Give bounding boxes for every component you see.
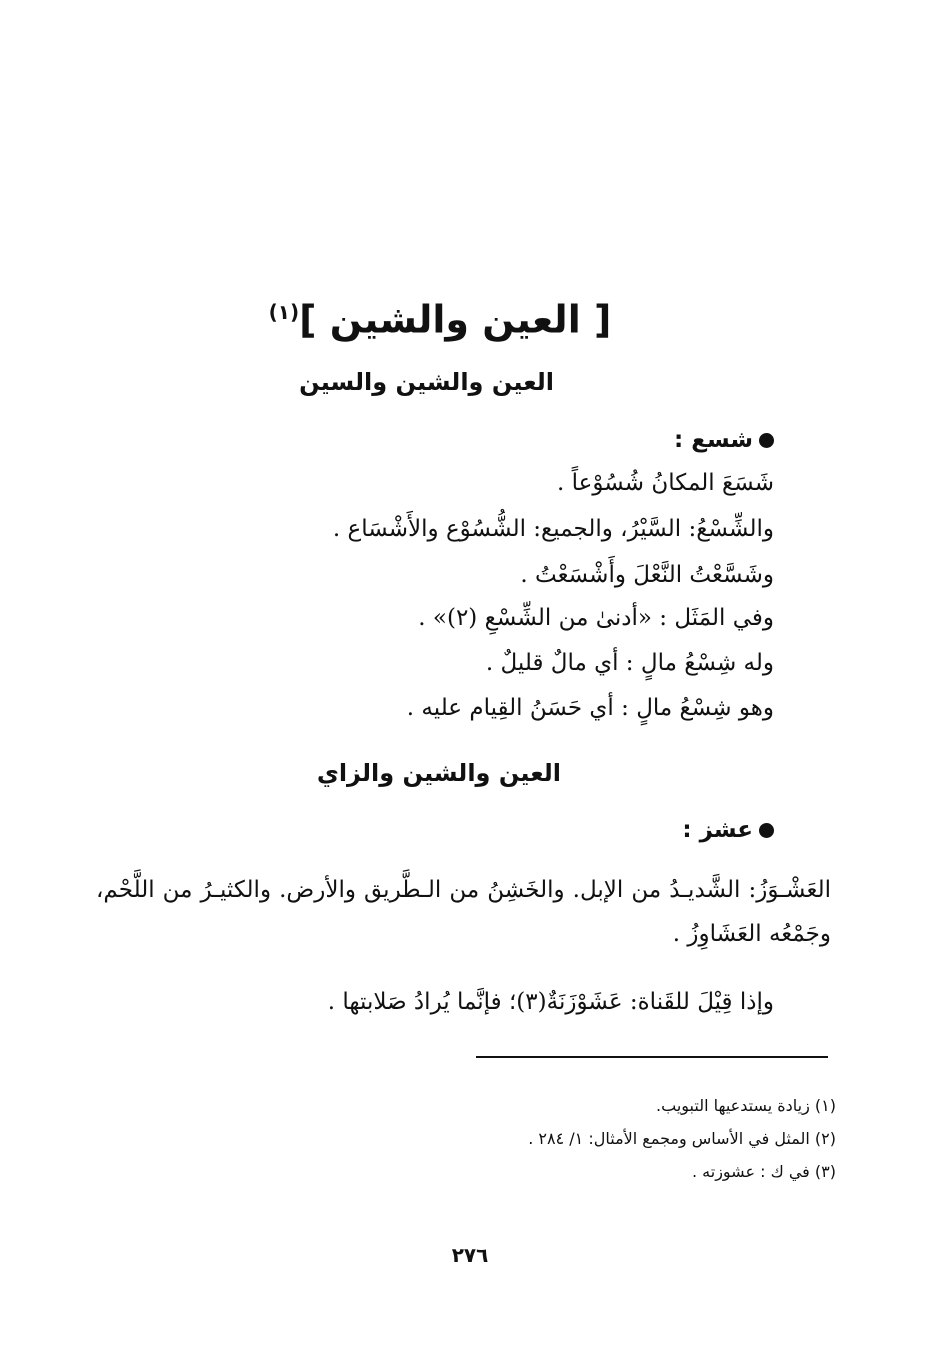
entry-heading-text: شسع : (674, 427, 753, 453)
entry-paragraph: العَشْـوَزُ: الشَّديـدُ من الإبل. والخَشِنُ من الـطَّريق والأرض. والكثيـرُ من اللَّحْم، وجَمْعُه العَشَاوِزُ . (96, 877, 831, 947)
footnote: (٢) المثل في الأساس ومجمع الأمثال: ١/ ٢٨٤ . (528, 1129, 836, 1148)
chapter-title (200, 282, 680, 350)
entry-line: وله شِسْعُ مالٍ : أي مالٌ قليلٌ . (485, 650, 774, 676)
entry-heading-text: عشز : (682, 817, 753, 843)
chapter-title-text: [ العين والشين ] (299, 297, 612, 342)
entry-paragraph: وإذا قِيْلَ للقَناة: عَشَوْزَنَةٌ(٣)؛ فإنَّما يُرادُ صَلابتها . (327, 989, 774, 1015)
entry-line: والشِّسْعُ: السَّيْرُ، والجميع: الشُّسُوْع والأَشْسَاع . (332, 516, 774, 542)
title-footnote-marker: (١) (268, 300, 300, 324)
section-heading: العين والشين والسين (299, 368, 554, 396)
page-number: ٢٧٦ (451, 1243, 489, 1267)
bullet-icon (759, 823, 774, 838)
bullet-icon (759, 433, 774, 448)
section-heading: العين والشين والزاي (316, 759, 561, 787)
entry-line: وفي المَثَل : «أدنىٰ من الشِّسْعِ (٢)» . (418, 605, 774, 631)
footnote: (٣) في ك : عشوزته . (691, 1162, 836, 1181)
entry-line: وشَسَّعْتُ النَّعْلَ وأَشْسَعْتُ . (520, 562, 774, 588)
footnote: (١) زيادة يستدعيها التبويب. (656, 1096, 836, 1115)
entry-line: وهو شِسْعُ مالٍ : أي حَسَنُ القِيام عليه . (406, 695, 774, 721)
footnote-divider (476, 1056, 828, 1058)
entry-line: شَسَعَ المكانُ شُسُوْعاً . (557, 470, 774, 496)
entry-heading (682, 812, 774, 848)
entry-heading (674, 422, 774, 458)
